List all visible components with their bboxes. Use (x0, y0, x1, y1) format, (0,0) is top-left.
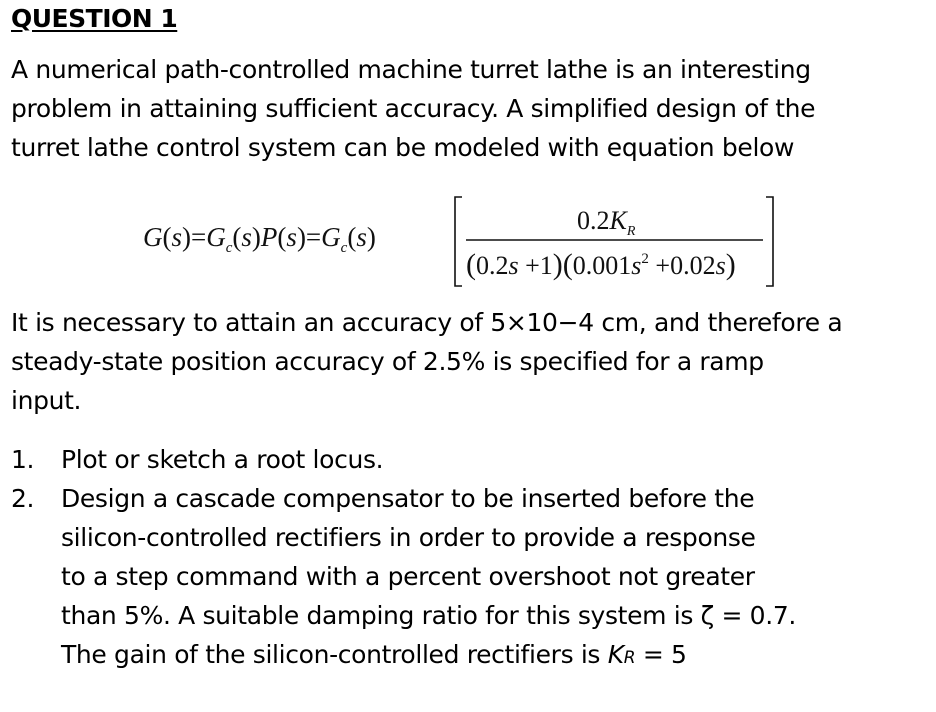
list-item-text (61, 635, 796, 678)
gain-subscript: R (623, 648, 636, 668)
list-item-text: than 5%. A suitable damping ratio for this system is ζ = 0.7. (61, 601, 796, 630)
list-item-text: to a step command with a percent overshoot not greater (61, 562, 755, 591)
list-item-text: Design a cascade compensator to be inserted before the (61, 484, 755, 513)
right-bracket (766, 197, 773, 286)
list-item (11, 440, 796, 479)
list-item-text: Plot or sketch a root locus. (61, 445, 384, 474)
equation-numerator: $0.2K_R$ (577, 206, 636, 239)
accuracy-line: steady-state position accuracy of 2.5% is specified for a ramp (11, 347, 764, 376)
accuracy-line: It is necessary to attain an accuracy of 5×10−4 cm, and therefore a (11, 308, 843, 337)
intro-line: A numerical path-controlled machine turret lathe is an interesting (11, 55, 811, 84)
list-item (11, 479, 796, 678)
list-number: 2. (11, 484, 35, 513)
gain-symbol: K (607, 640, 624, 669)
task-list (11, 440, 796, 678)
intro-paragraph (11, 50, 815, 167)
gain-value: = 5 (635, 640, 687, 669)
accuracy-paragraph (11, 303, 842, 420)
equation-denominator: $(0.2s +1)(0.001s^2 +0.02s)$ (466, 248, 736, 281)
list-item-text: silicon-controlled rectifiers in order to provide a response (61, 523, 756, 552)
left-bracket (455, 197, 462, 286)
list-number: 1. (11, 445, 35, 474)
gain-sentence: The gain of the silicon-controlled rectifiers is (61, 640, 608, 669)
question-title: QUESTION 1 (11, 4, 178, 33)
intro-line: problem in attaining sufficient accuracy. A simplified design of the (11, 94, 816, 123)
accuracy-line: input. (11, 386, 82, 415)
equation-lhs: $G(s)=G_c(s)P(s)=G_c(s)$ (143, 222, 376, 256)
intro-line: turret lathe control system can be modeled with equation below (11, 133, 795, 162)
